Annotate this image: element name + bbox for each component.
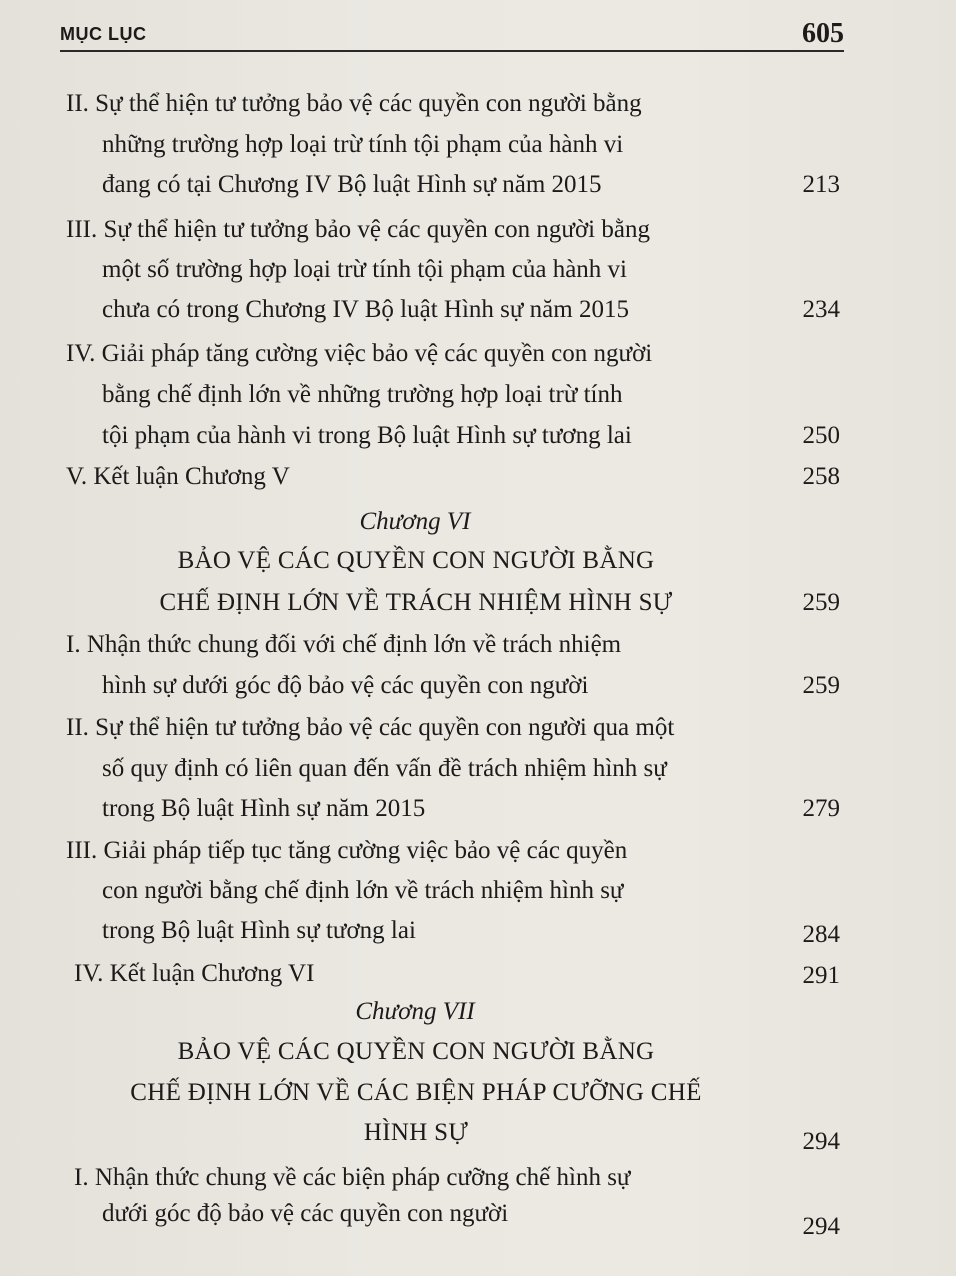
chapter-label: Chương VI: [359, 508, 471, 535]
toc-entry-line: đang có tại Chương IV Bộ luật Hình sự năm 2015: [102, 171, 602, 198]
toc-entry-line: IV. Kết luận Chương VI: [74, 960, 315, 987]
toc-entry-line: II. Sự thể hiện tư tưởng bảo vệ các quyền con người qua một: [66, 714, 675, 741]
toc-entry-line: trong Bộ luật Hình sự tương lai: [102, 917, 416, 944]
toc-page-number: 234: [802, 296, 840, 323]
chapter-title-line: CHẾ ĐỊNH LỚN VỀ TRÁCH NHIỆM HÌNH SỰ: [159, 589, 673, 616]
chapter-title-line: HÌNH SỰ: [363, 1119, 469, 1146]
toc-entry-line: hình sự dưới góc độ bảo vệ các quyền con người: [102, 672, 589, 699]
toc-entry-line: dưới góc độ bảo vệ các quyền con người: [102, 1200, 509, 1227]
toc-page-number: 294: [802, 1213, 840, 1240]
toc-entry-line: III. Sự thể hiện tư tưởng bảo vệ các quyền con người bằng: [66, 216, 650, 243]
toc-page-number: 291: [802, 962, 840, 989]
toc-page-number: 259: [802, 589, 840, 616]
toc-entry-line: tội phạm của hành vi trong Bộ luật Hình sự tương lai: [102, 422, 632, 449]
toc-entry-line: III. Giải pháp tiếp tục tăng cường việc bảo vệ các quyền: [66, 837, 628, 864]
toc-entry-line: IV. Giải pháp tăng cường việc bảo vệ các quyền con người: [66, 340, 653, 367]
chapter-title-line: CHẾ ĐỊNH LỚN VỀ CÁC BIỆN PHÁP CƯỠNG CHẾ: [130, 1079, 702, 1106]
header-rule: [60, 50, 844, 52]
toc-page-number: 284: [802, 921, 840, 948]
toc-entry-line: chưa có trong Chương IV Bộ luật Hình sự năm 2015: [102, 296, 629, 323]
toc-page-number: 213: [802, 171, 840, 198]
chapter-title-line: BẢO VỆ CÁC QUYỀN CON NGƯỜI BẰNG: [177, 547, 655, 574]
chapter-label: Chương VII: [355, 998, 475, 1025]
toc-entry-line: I. Nhận thức chung về các biện pháp cưỡng chế hình sự: [74, 1164, 631, 1191]
toc-entry-line: V. Kết luận Chương V: [66, 463, 290, 490]
chapter-title-line: BẢO VỆ CÁC QUYỀN CON NGƯỜI BẰNG: [177, 1038, 655, 1065]
toc-entry-line: bằng chế định lớn về những trường hợp loại trừ tính: [102, 381, 623, 408]
page-number: 605: [802, 18, 844, 49]
toc-entry-line: một số trường hợp loại trừ tính tội phạm của hành vi: [102, 256, 627, 283]
toc-page-number: 279: [802, 795, 840, 822]
toc-entry-line: số quy định có liên quan đến vấn đề trách nhiệm hình sự: [102, 755, 667, 782]
toc-entry-line: trong Bộ luật Hình sự năm 2015: [102, 795, 426, 822]
section-title: MỤC LỤC: [60, 24, 147, 44]
toc-entry-line: II. Sự thể hiện tư tưởng bảo vệ các quyền con người bằng: [66, 90, 642, 117]
toc-page-number: 250: [802, 422, 840, 449]
toc-entry-line: I. Nhận thức chung đối với chế định lớn về trách nhiệm: [66, 631, 622, 658]
toc-page-number: 258: [802, 463, 840, 490]
toc-entry-line: những trường hợp loại trừ tính tội phạm của hành vi: [102, 131, 624, 158]
page-header: [60, 18, 844, 52]
toc-page-number: 294: [802, 1128, 840, 1155]
toc-page-number: 259: [802, 672, 840, 699]
toc-entry-line: con người bằng chế định lớn về trách nhiệm hình sự: [102, 877, 624, 904]
